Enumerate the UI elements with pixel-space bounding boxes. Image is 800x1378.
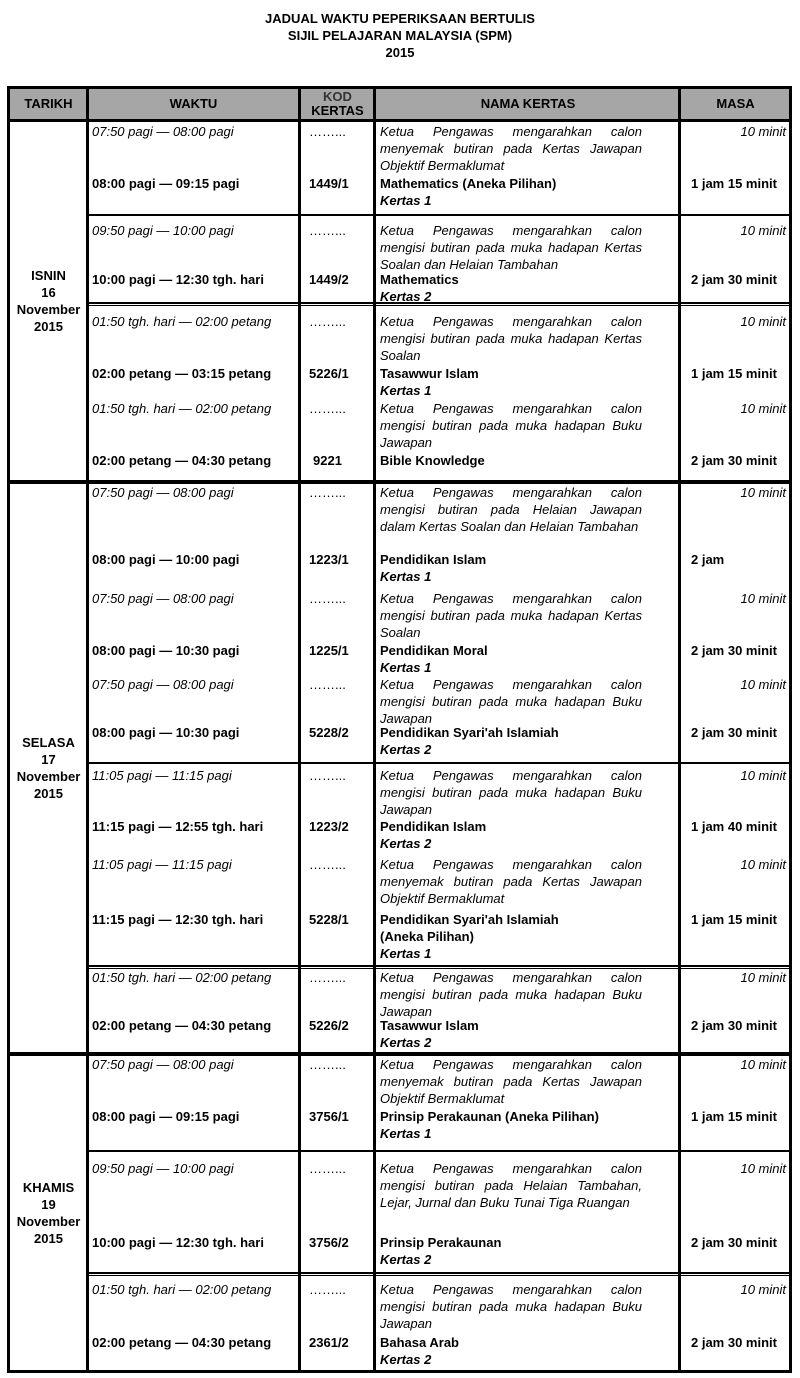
subject-name: Bible Knowledge — [380, 453, 485, 468]
duration: 1 jam 15 minit — [691, 176, 777, 191]
paper-number: Kertas 2 — [380, 289, 432, 304]
instruction: Ketua Pengawas mengarahkan calon mengisi butiran pada Helaian Tambahan, Lejar, Jurnal dan Buku Tunai Tiga Ruangan — [380, 1161, 642, 1210]
prep-time: 01:50 tgh. hari — 02:00 petang — [92, 401, 272, 416]
exam-time: 10:00 pagi — 12:30 tgh. hari — [92, 272, 264, 287]
instruction: Ketua Pengawas mengarahkan calon mengisi butiran pada Helaian Jawapan dalam Kertas Soalan dan Helaian Tambahan — [380, 485, 642, 534]
duration: 2 jam 30 minit — [691, 1018, 777, 1033]
paper-code: 1449/1 — [309, 176, 349, 191]
prep-duration: 10 minit — [740, 223, 786, 238]
exam-time: 11:15 pagi — 12:55 tgh. hari — [92, 819, 264, 834]
prep-duration: 10 minit — [740, 485, 786, 500]
subject-name: Pendidikan Syari'ah Islamiah — [380, 725, 559, 740]
document-title-line-2: SIJIL PELAJARAN MALAYSIA (SPM) — [287, 28, 513, 43]
day-date: 19 — [41, 1197, 56, 1212]
subject-name: Tasawwur Islam — [380, 366, 479, 381]
day-date: 17 — [41, 752, 56, 767]
paper-number: Kertas 1 — [380, 569, 432, 584]
prep-duration: 10 minit — [740, 1161, 786, 1176]
subject-name: Prinsip Perakaunan (Aneka Pilihan) — [380, 1109, 599, 1124]
instruction: Ketua Pengawas mengarahkan calon mengisi butiran pada muka hadapan Kertas Soalan — [380, 314, 642, 363]
paper-number: Kertas 2 — [380, 836, 432, 851]
instruction: Ketua Pengawas mengarahkan calon menyemak butiran pada Kertas Jawapan Objektif Bermaklumat — [380, 857, 642, 906]
prep-time: 07:50 pagi — 08:00 pagi — [92, 1057, 234, 1072]
column-divider — [678, 89, 681, 1370]
prep-time: 01:50 tgh. hari — 02:00 petang — [92, 970, 272, 985]
prep-duration: 10 minit — [740, 124, 786, 139]
prep-duration: 10 minit — [740, 970, 786, 985]
prep-time: 07:50 pagi — 08:00 pagi — [92, 124, 234, 139]
prep-time: 11:05 pagi — 11:15 pagi — [92, 857, 232, 872]
prep-duration: 10 minit — [740, 1057, 786, 1072]
prep-duration: 10 minit — [740, 591, 786, 606]
paper-number: Kertas 2 — [380, 1252, 432, 1267]
paper-code: 3756/1 — [309, 1109, 349, 1124]
duration: 1 jam 15 minit — [691, 366, 777, 381]
subject-name: Pendidikan Syari'ah Islamiah — [380, 912, 559, 927]
day-name: KHAMIS — [22, 1180, 75, 1195]
paper-code: 9221 — [313, 453, 342, 468]
row-divider — [89, 214, 789, 216]
header-waktu: WAKTU — [169, 96, 218, 111]
row-divider-double — [89, 1272, 789, 1276]
exam-time: 08:00 pagi — 10:00 pagi — [92, 552, 240, 567]
prep-duration: 10 minit — [740, 677, 786, 692]
header-tarikh: TARIKH — [24, 96, 73, 111]
subject-name: Pendidikan Islam — [380, 819, 487, 834]
duration: 1 jam 15 minit — [691, 1109, 777, 1124]
paper-code: 1223/1 — [309, 552, 349, 567]
exam-time: 08:00 pagi — 09:15 pagi — [92, 1109, 240, 1124]
exam-time: 11:15 pagi — 12:30 tgh. hari — [92, 912, 264, 927]
paper-number: Kertas 1 — [380, 946, 432, 961]
day-date: 16 — [41, 285, 56, 300]
paper-number: Kertas 2 — [380, 742, 432, 757]
paper-code: 1449/2 — [309, 272, 349, 287]
exam-time: 08:00 pagi — 10:30 pagi — [92, 643, 240, 658]
subject-name: Mathematics (Aneka Pilihan) — [380, 176, 557, 191]
duration: 1 jam 15 minit — [691, 912, 777, 927]
instruction: Ketua Pengawas mengarahkan calon mengisi butiran pada muka hadapan Buku Jawapan — [380, 401, 642, 450]
prep-code: ……... — [309, 401, 346, 416]
prep-time: 07:50 pagi — 08:00 pagi — [92, 485, 234, 500]
subject-name: Pendidikan Islam — [380, 552, 487, 567]
day-name: ISNIN — [31, 268, 66, 283]
duration: 2 jam 30 minit — [691, 725, 777, 740]
prep-time: 09:50 pagi — 10:00 pagi — [92, 223, 234, 238]
prep-time: 11:05 pagi — 11:15 pagi — [92, 768, 232, 783]
exam-time: 02:00 petang — 03:15 petang — [92, 366, 272, 381]
paper-code: 5228/2 — [309, 725, 349, 740]
row-divider — [89, 762, 789, 764]
instruction: Ketua Pengawas mengarahkan calon mengisi butiran pada muka hadapan Kertas Soalan — [380, 591, 642, 640]
prep-code: ……... — [309, 768, 346, 783]
duration: 2 jam 30 minit — [691, 272, 777, 287]
prep-code: ……... — [309, 314, 346, 329]
subject-name: Pendidikan Moral — [380, 643, 488, 658]
day-cell-selasa — [10, 484, 87, 1052]
exam-time: 02:00 petang — 04:30 petang — [92, 453, 272, 468]
prep-time: 09:50 pagi — 10:00 pagi — [92, 1161, 234, 1176]
header-kod-line2: KERTAS — [311, 103, 364, 118]
day-month: November — [16, 769, 81, 784]
prep-time: 01:50 tgh. hari — 02:00 petang — [92, 314, 272, 329]
subject-name-line2: (Aneka Pilihan) — [380, 929, 474, 944]
instruction: Ketua Pengawas mengarahkan calon mengisi butiran pada muka hadapan Buku Jawapan — [380, 1282, 642, 1331]
exam-time: 08:00 pagi — 09:15 pagi — [92, 176, 240, 191]
instruction: Ketua Pengawas mengarahkan calon mengisi butiran pada muka hadapan Buku Jawapan — [380, 677, 642, 726]
paper-code: 5226/2 — [309, 1018, 349, 1033]
paper-number: Kertas 1 — [380, 660, 432, 675]
prep-duration: 10 minit — [740, 857, 786, 872]
subject-name: Mathematics — [380, 272, 459, 287]
instruction: Ketua Pengawas mengarahkan calon menyemak butiran pada Kertas Jawapan Objektif Bermaklumat — [380, 1057, 642, 1106]
prep-duration: 10 minit — [740, 1282, 786, 1297]
instruction: Ketua Pengawas mengarahkan calon mengisi butiran pada muka hadapan Buku Jawapan — [380, 970, 642, 1019]
duration: 2 jam 30 minit — [691, 1335, 777, 1350]
column-divider — [373, 89, 376, 1370]
prep-code: ……... — [309, 1161, 346, 1176]
paper-code: 2361/2 — [309, 1335, 349, 1350]
exam-time: 02:00 petang — 04:30 petang — [92, 1018, 272, 1033]
subject-name: Bahasa Arab — [380, 1335, 459, 1350]
day-year: 2015 — [34, 319, 63, 334]
header-masa: MASA — [716, 96, 755, 111]
paper-code: 5228/1 — [309, 912, 349, 927]
column-divider — [298, 89, 301, 1370]
exam-time: 10:00 pagi — 12:30 tgh. hari — [92, 1235, 264, 1250]
prep-duration: 10 minit — [740, 314, 786, 329]
paper-number: Kertas 1 — [380, 193, 432, 208]
header-kod-line1: KOD — [323, 89, 352, 104]
prep-time: 07:50 pagi — 08:00 pagi — [92, 591, 234, 606]
prep-code: ……... — [309, 677, 346, 692]
duration: 2 jam 30 minit — [691, 453, 777, 468]
instruction: Ketua Pengawas mengarahkan calon menyemak butiran pada Kertas Jawapan Objektif Bermaklumat — [380, 124, 642, 173]
header-nama-kertas: NAMA KERTAS — [480, 96, 576, 111]
duration: 2 jam 30 minit — [691, 643, 777, 658]
paper-number: Kertas 1 — [380, 383, 432, 398]
paper-number: Kertas 2 — [380, 1035, 432, 1050]
duration: 2 jam — [691, 552, 725, 567]
prep-code: ……... — [309, 1282, 346, 1297]
prep-time: 01:50 tgh. hari — 02:00 petang — [92, 1282, 272, 1297]
exam-time: 02:00 petang — 04:30 petang — [92, 1335, 272, 1350]
paper-number: Kertas 2 — [380, 1352, 432, 1367]
row-divider — [89, 1150, 789, 1152]
exam-timetable — [7, 86, 792, 1373]
paper-code: 1225/1 — [309, 643, 349, 658]
row-divider-double — [89, 302, 789, 306]
duration: 1 jam 40 minit — [691, 819, 777, 834]
paper-code: 5226/1 — [309, 366, 349, 381]
prep-code: ……... — [309, 223, 346, 238]
prep-code: ……... — [309, 970, 346, 985]
subject-name: Tasawwur Islam — [380, 1018, 479, 1033]
day-year: 2015 — [34, 1231, 63, 1246]
prep-code: ……... — [309, 591, 346, 606]
duration: 2 jam 30 minit — [691, 1235, 777, 1250]
subject-name: Prinsip Perakaunan — [380, 1235, 502, 1250]
document-title-line-1: JADUAL WAKTU PEPERIKSAAN BERTULIS — [265, 11, 535, 26]
day-cell-khamis — [10, 1056, 87, 1370]
exam-time: 08:00 pagi — 10:30 pagi — [92, 725, 240, 740]
day-year: 2015 — [34, 786, 63, 801]
day-name: SELASA — [22, 735, 75, 750]
prep-code: ……... — [309, 1057, 346, 1072]
instruction: Ketua Pengawas mengarahkan calon mengisi butiran pada muka hadapan Kertas Soalan dan Helaian Tambahan — [380, 223, 642, 272]
instruction: Ketua Pengawas mengarahkan calon mengisi butiran pada muka hadapan Buku Jawapan — [380, 768, 642, 817]
prep-code: ……... — [309, 857, 346, 872]
paper-code: 3756/2 — [309, 1235, 349, 1250]
prep-code: ……... — [309, 485, 346, 500]
prep-code: ……... — [309, 124, 346, 139]
prep-duration: 10 minit — [740, 768, 786, 783]
day-month: November — [16, 1214, 81, 1229]
prep-time: 07:50 pagi — 08:00 pagi — [92, 677, 234, 692]
day-month: November — [16, 302, 81, 317]
table-header — [10, 89, 789, 122]
header-kod-kertas — [301, 89, 374, 119]
paper-code: 1223/2 — [309, 819, 349, 834]
day-cell-isnin — [10, 122, 87, 480]
paper-number: Kertas 1 — [380, 1126, 432, 1141]
prep-duration: 10 minit — [740, 401, 786, 416]
document-title-year: 2015 — [385, 45, 415, 60]
